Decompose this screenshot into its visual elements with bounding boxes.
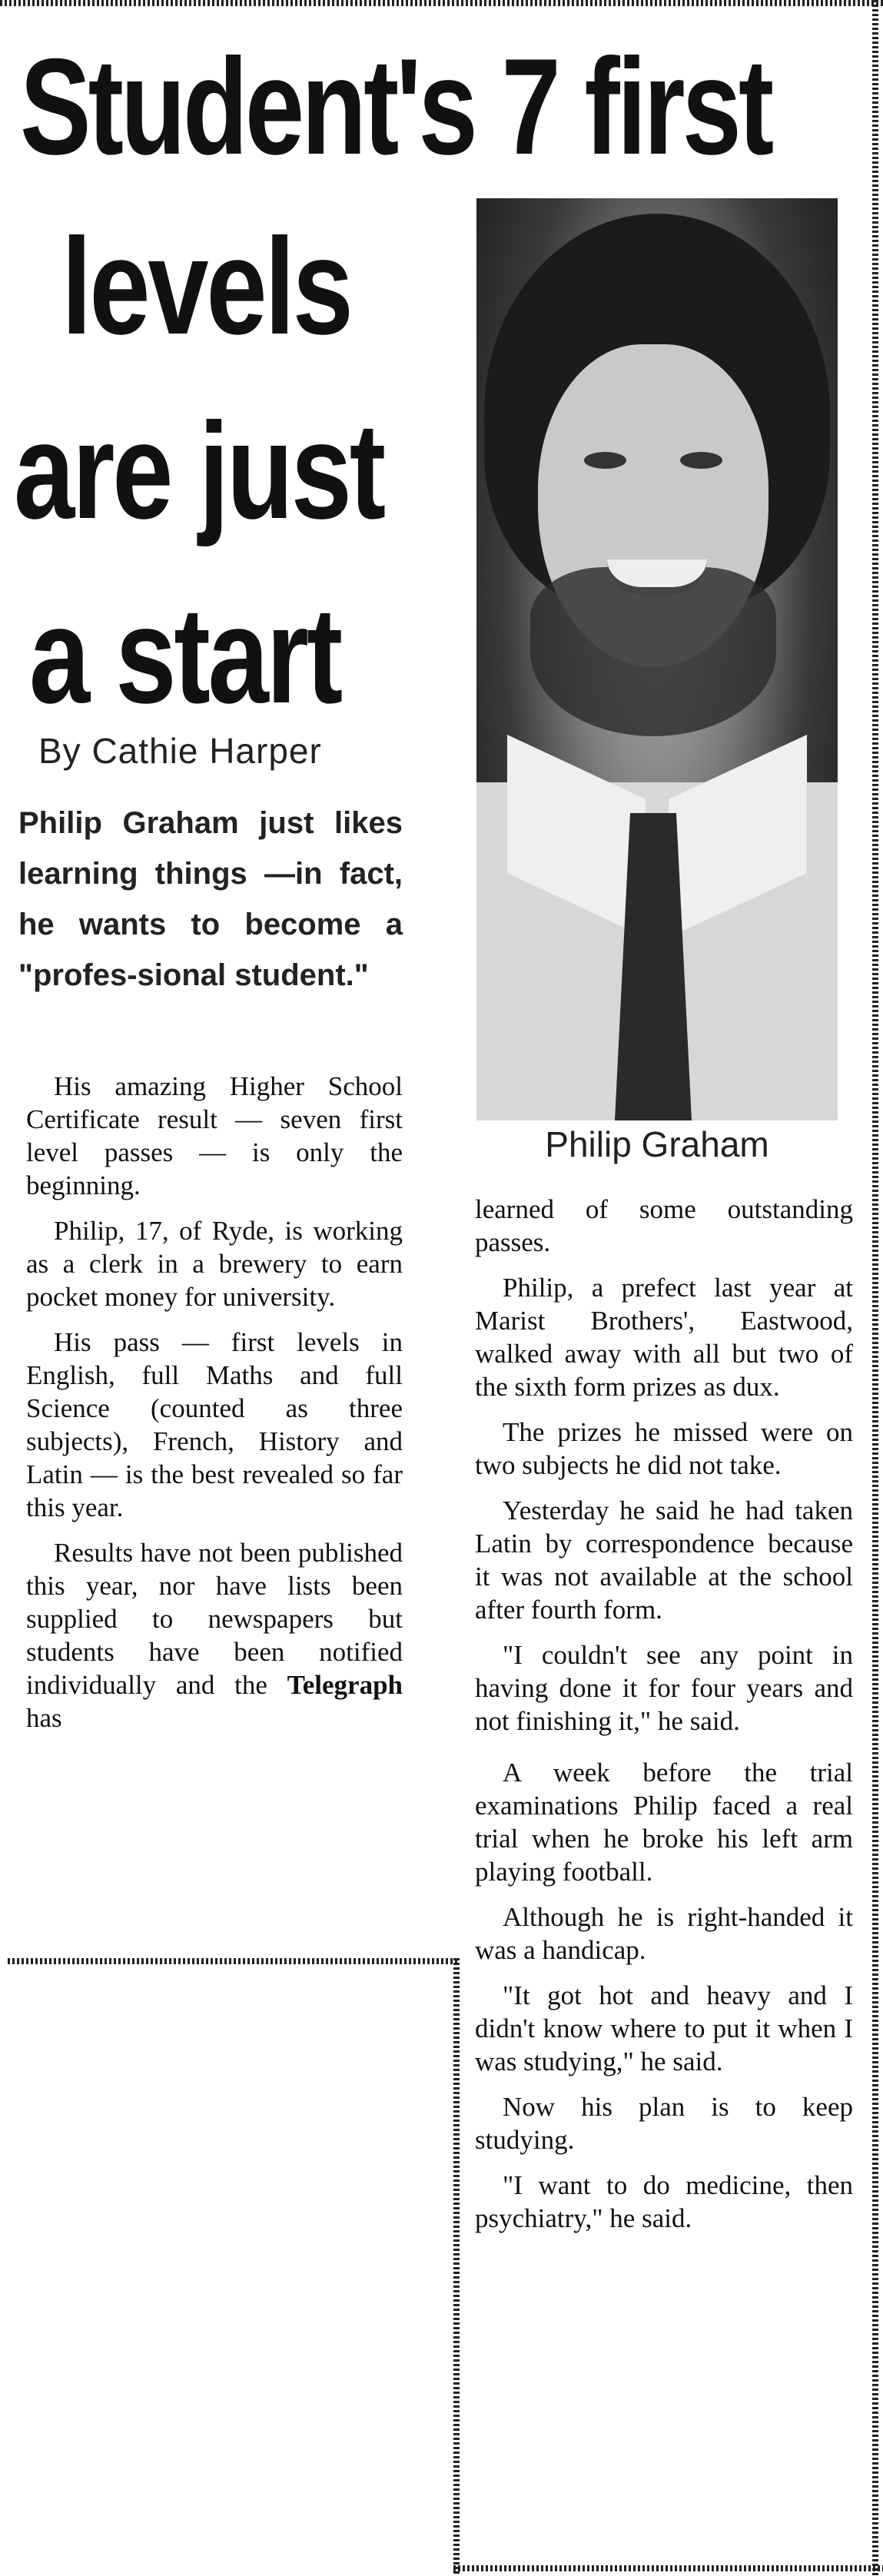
top-border-rule <box>0 0 883 6</box>
lead-paragraph: Philip Graham just likes learning things —in fact, he wants to become a "profes-sional student." <box>18 806 403 992</box>
right-paragraph-6: A week before the trial examinations Philip faced a real trial when he broke his left arm playing football. <box>475 1758 853 1887</box>
headline-line-1: Student's 7 first <box>20 30 772 183</box>
column-divider-rule <box>453 1958 460 2576</box>
left-paragraph-3: His pass — first levels in English, full Maths and full Science (counted as three subjects), French, History and Latin — is the best revealed so far this year. <box>26 1327 403 1522</box>
left-paragraph-2: Philip, 17, of Ryde, is working as a clerk in a brewery to earn pocket money for university. <box>26 1216 403 1312</box>
right-paragraph-10: "I want to do medicine, then psychiatry," he said. <box>475 2170 853 2233</box>
bottom-border-rule <box>453 2565 883 2571</box>
right-paragraph-4: Yesterday he said he had taken Latin by correspondence because it was not available at the school after fourth form. <box>475 1495 853 1625</box>
left-column-bottom-rule <box>8 1958 457 1964</box>
right-paragraph-7: Although he is right-handed it was a handicap. <box>475 1902 853 1965</box>
telegraph-name: Telegraph <box>287 1670 403 1700</box>
headline-line-4: a start <box>29 579 341 732</box>
photo-caption: Philip Graham <box>545 1124 769 1164</box>
left-paragraph-4 <box>26 1536 403 1734</box>
portrait-photo <box>476 198 838 1120</box>
right-paragraph-5: "I couldn't see any point in having done it for four years and not finishing it," he said. <box>475 1640 853 1736</box>
right-paragraph-1: learned of some outstanding passes. <box>475 1194 853 1257</box>
left-paragraph-4-end: has <box>26 1703 62 1733</box>
right-column <box>475 1193 853 2247</box>
headline-line-2: levels <box>61 210 351 363</box>
right-paragraph-8: "It got hot and heavy and I didn't know where to put it when I was studying," he said. <box>475 1980 853 2076</box>
headline-line-3: are just <box>14 394 383 547</box>
right-border-rule <box>872 0 878 2576</box>
right-paragraph-3: The prizes he missed were on two subjects he did not take. <box>475 1417 853 1480</box>
right-paragraph-9: Now his plan is to keep studying. <box>475 2092 853 2155</box>
right-paragraph-2: Philip, a prefect last year at Marist Brothers', Eastwood, walked away with all but two of the sixth form prizes as dux. <box>475 1273 853 1402</box>
left-paragraph-1: His amazing Higher School Certificate result — seven first level passes — is only the beginning. <box>26 1071 403 1200</box>
left-column <box>26 1070 403 1747</box>
byline: By Cathie Harper <box>38 731 322 771</box>
left-paragraph-4-text: Results have not been published this year, nor have lists been supplied to newspapers but students have been notified individually and the <box>26 1538 403 1700</box>
